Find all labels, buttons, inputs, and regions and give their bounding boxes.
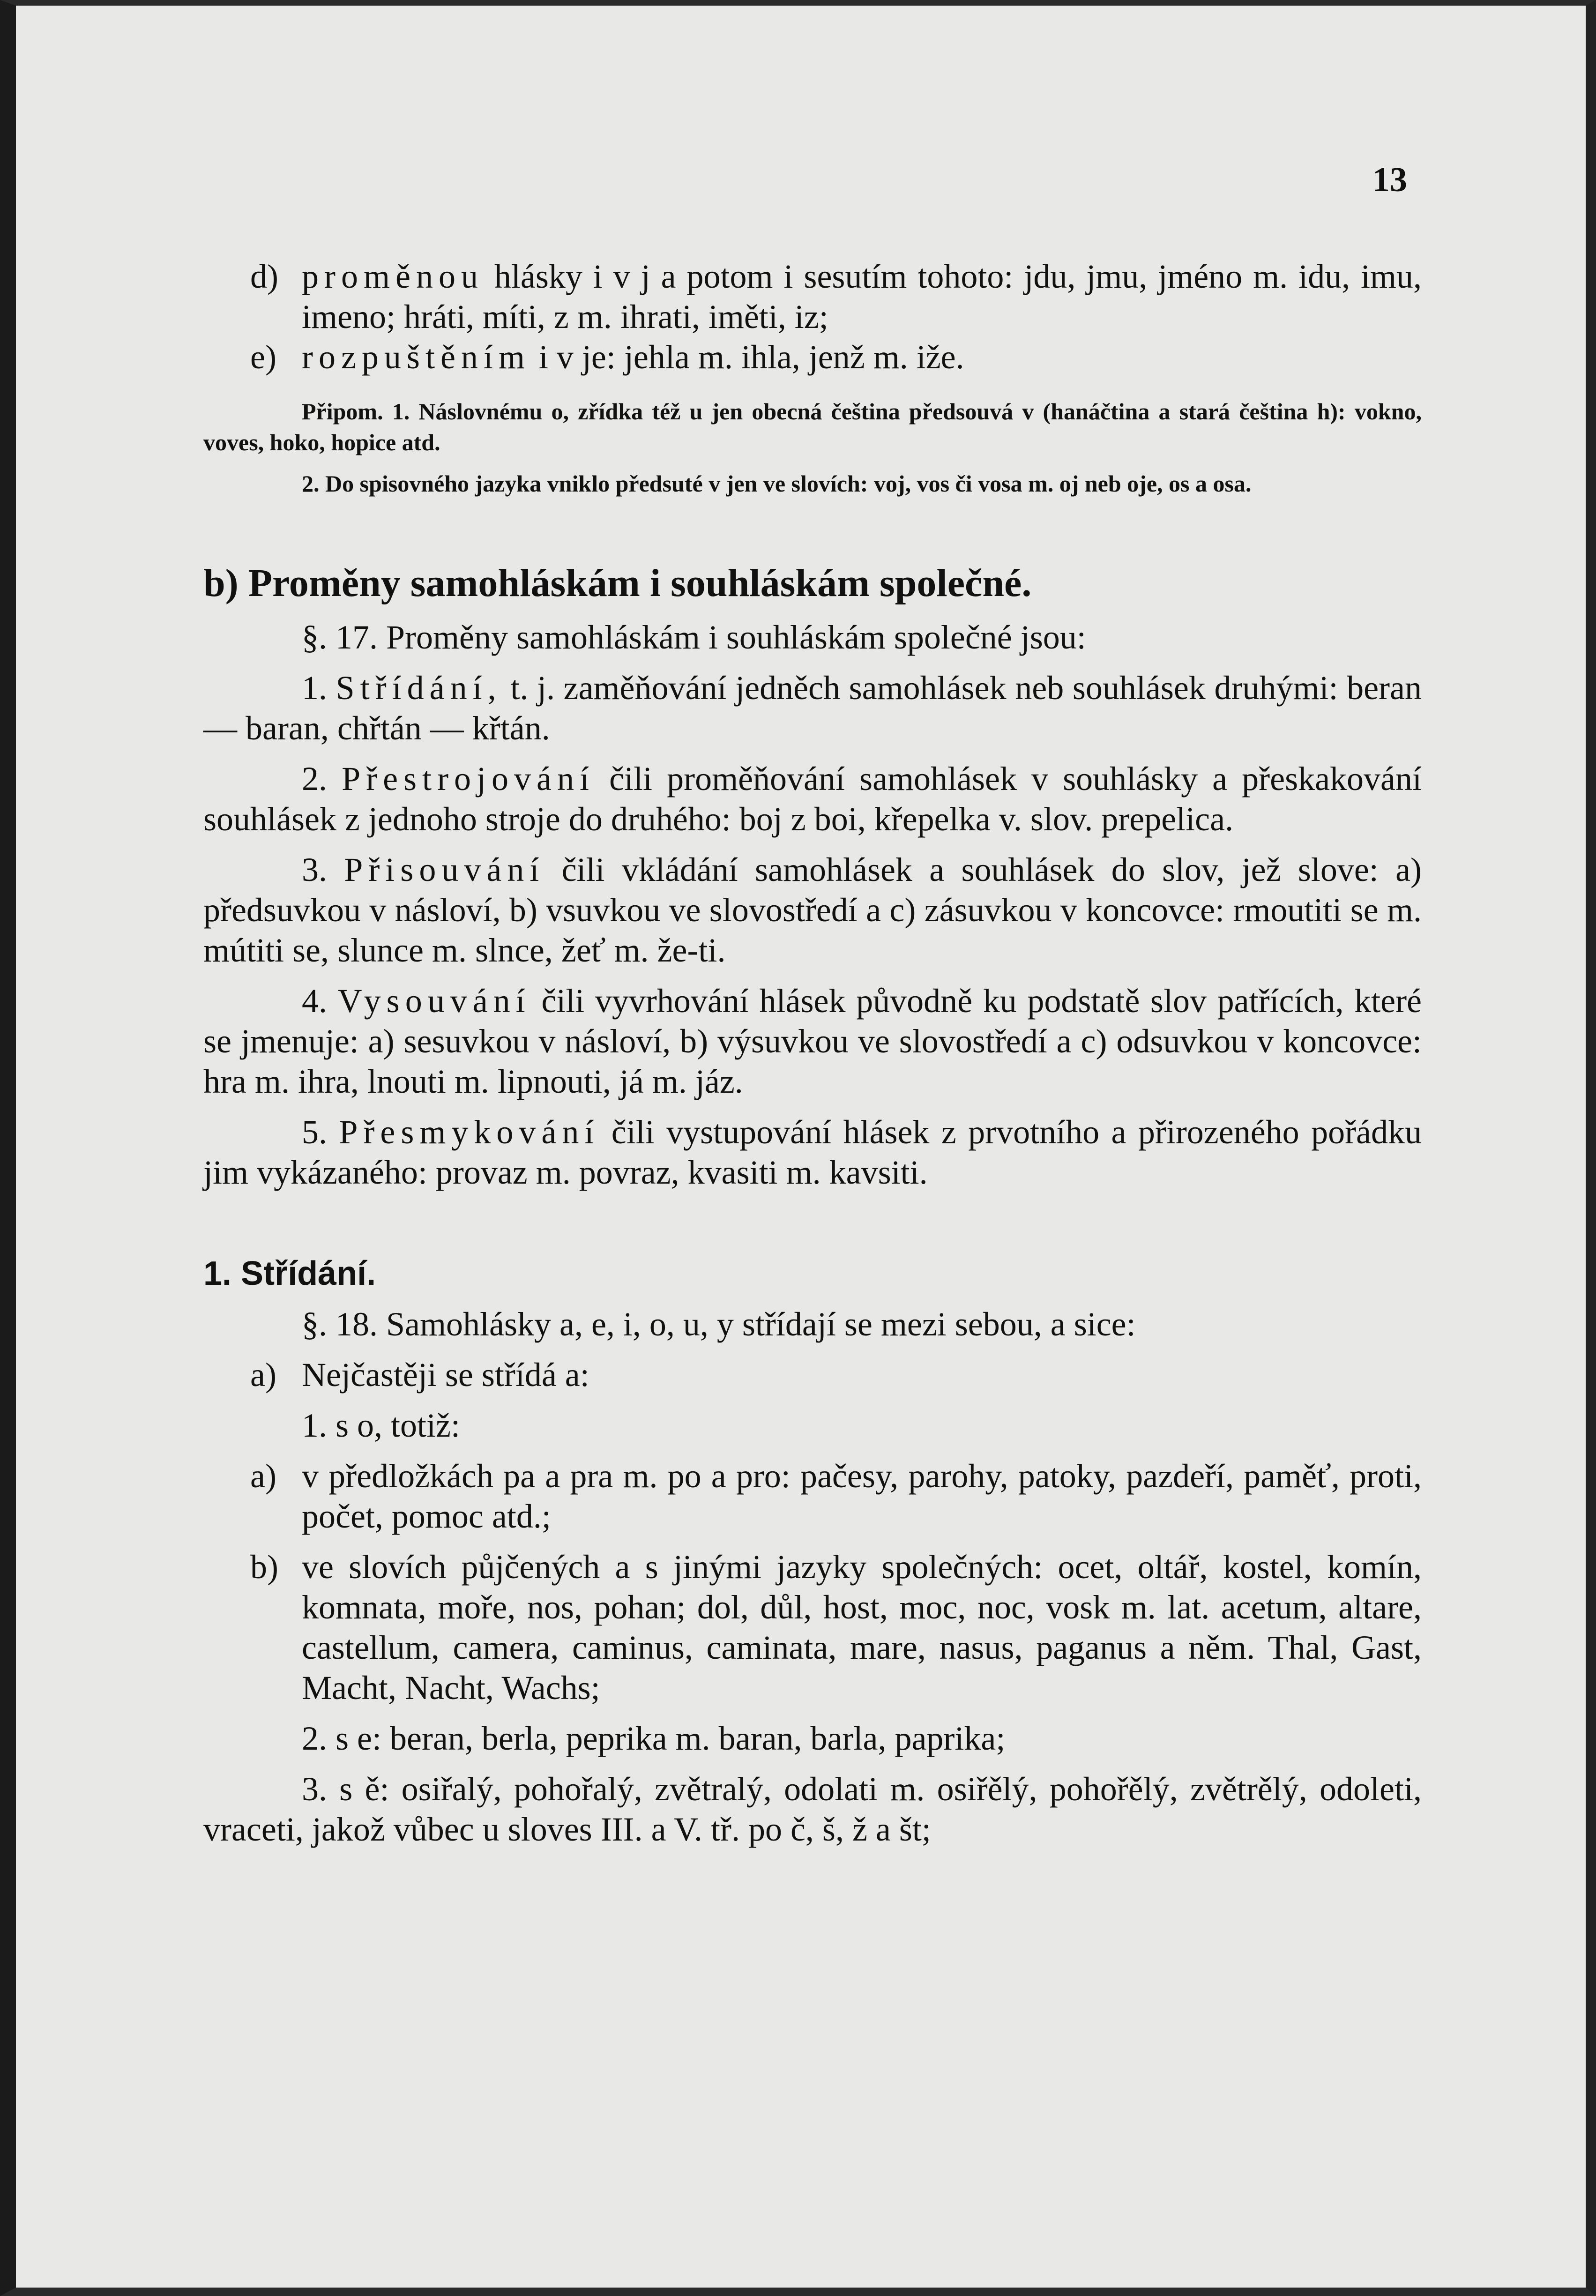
item-a	[203, 1355, 1422, 1395]
sub-item-b-label: b)	[250, 1548, 278, 1586]
item-d-label: d)	[250, 258, 278, 295]
list-item-4-text: čili vyvrhování hlásek původně ku podstatě slov patřících, které se jmenuje: a) sesuvkou v násloví, b) výsuvkou ve slovostředí a c) odsuvkou v koncovce: hra m. ihra, lnouti m. lipnouti, já m. jáz.	[203, 982, 1422, 1100]
sub-item-a-label: a)	[250, 1457, 276, 1495]
item-e	[203, 337, 1422, 377]
list-item-3-num: 3.	[302, 851, 327, 888]
item-e-term: rozpuštěním	[302, 338, 530, 376]
list-item-1-text: t. j. zaměňování jedněch samohlásek neb souhlásek druhými: beran — baran, chřtán — křtán.	[203, 669, 1422, 747]
item-d-text: hlásky i v j a potom i sesutím tohoto: jdu, jmu, jméno m. idu, imu, imeno; hráti, míti, z m. ihrati, iměti, iz;	[302, 258, 1422, 335]
item-e-label: e)	[250, 338, 276, 376]
list-item-4-num: 4.	[302, 982, 327, 1020]
item-d-term: proměnou	[302, 258, 484, 295]
item-e-text: i v je: jehla m. ihla, jenž m. iže.	[538, 338, 964, 376]
list-item-3-text: čili vkládání samohlásek a souhlásek do slov, jež slove: a) předsuvkou v násloví, b) vsuvkou ve slovostředí a c) zásuvkou v koncovce: rmoutiti se m. mútiti se, slunce m. slnce, žeť m. že-ti.	[203, 851, 1422, 969]
sub-item-a-text: v předložkách pa a pra m. po a pro: pačesy, parohy, patoky, pazdeří, paměť, proti, počet, pomoc atd.;	[302, 1457, 1422, 1535]
paragraph-18: §. 18. Samohlásky a, e, i, o, u, y střídají se mezi sebou, a sice:	[302, 1305, 1136, 1343]
page-number: 13	[1372, 161, 1407, 199]
section-heading-b: b) Proměny samohláskám i souhláskám společné.	[203, 561, 1032, 605]
list-item-5-term: Přesmykování	[339, 1113, 600, 1151]
list-item-4	[203, 981, 1422, 1102]
sub-item-b-text: ve slovích půjčených a s jinými jazyky společných: ocet, oltář, kostel, komín, komnata, moře, nos, pohan; dol, důl, host, moc, noc, vosk m. lat. acetum, altare, castellum, camera, caminus, caminata, mare, nasus, paganus a něm. Thal, Gast, Macht, Nacht, Wachs;	[302, 1548, 1422, 1707]
note-1: Připom. 1. Náslovnému o, zřídka též u jen obecná čeština předsouvá v (hanáčtina a stará čeština h): vokno, voves, hoko, hopice atd.	[203, 398, 1422, 455]
sub-item-s-e: 2. s e: beran, berla, peprika m. baran, barla, paprika;	[302, 1720, 1006, 1757]
item-a-label: a)	[250, 1356, 276, 1394]
note-2: 2. Do spisovného jazyka vniklo předsuté v jen ve slovích: voj, vos či vosa m. oj neb oje, os a osa.	[302, 470, 1252, 497]
body-text	[203, 256, 1422, 1849]
list-item-2-term: Přestrojování	[342, 760, 595, 798]
list-item-2-num: 2.	[302, 760, 327, 798]
list-item-1-term: Střídání,	[336, 669, 502, 707]
section-heading-1: 1. Střídání.	[203, 1255, 376, 1292]
paragraph-17: §. 17. Proměny samohláskám i souhláskám společné jsou:	[302, 619, 1086, 656]
list-item-2	[203, 759, 1422, 839]
list-item-1-num: 1.	[302, 669, 327, 707]
list-item-5-text: čili vystupování hlásek z prvotního a přirozeného pořádku jim vykázaného: provaz m. povraz, kvasiti m. kavsiti.	[203, 1113, 1422, 1191]
sub-item-s-o: 1. s o, totiž:	[302, 1407, 460, 1444]
sub-item-s-ee: 3. s ě: osiřalý, pohořalý, zvětralý, odolati m. osiřělý, pohořělý, zvětrělý, odoleti, vraceti, jakož vůbec u sloves III. a V. tř. po č, š, ž a št;	[203, 1770, 1422, 1848]
item-a-text: Nejčastěji se střídá a:	[302, 1356, 589, 1394]
list-item-5	[203, 1112, 1422, 1193]
list-item-2-text: čili proměňování samohlásek v souhlásky a přeskakování souhlásek z jednoho stroje do druhého: boj z boi, křepelka v. slov. prepelica.	[203, 760, 1422, 838]
list-item-5-num: 5.	[302, 1113, 327, 1151]
sub-item-a	[203, 1456, 1422, 1536]
list-item-3	[203, 850, 1422, 970]
item-d	[203, 256, 1422, 337]
list-item-1	[203, 668, 1422, 748]
sub-item-b	[203, 1547, 1422, 1708]
list-item-4-term: Vysouvání	[337, 982, 531, 1020]
list-item-3-term: Přisouvání	[344, 851, 545, 888]
